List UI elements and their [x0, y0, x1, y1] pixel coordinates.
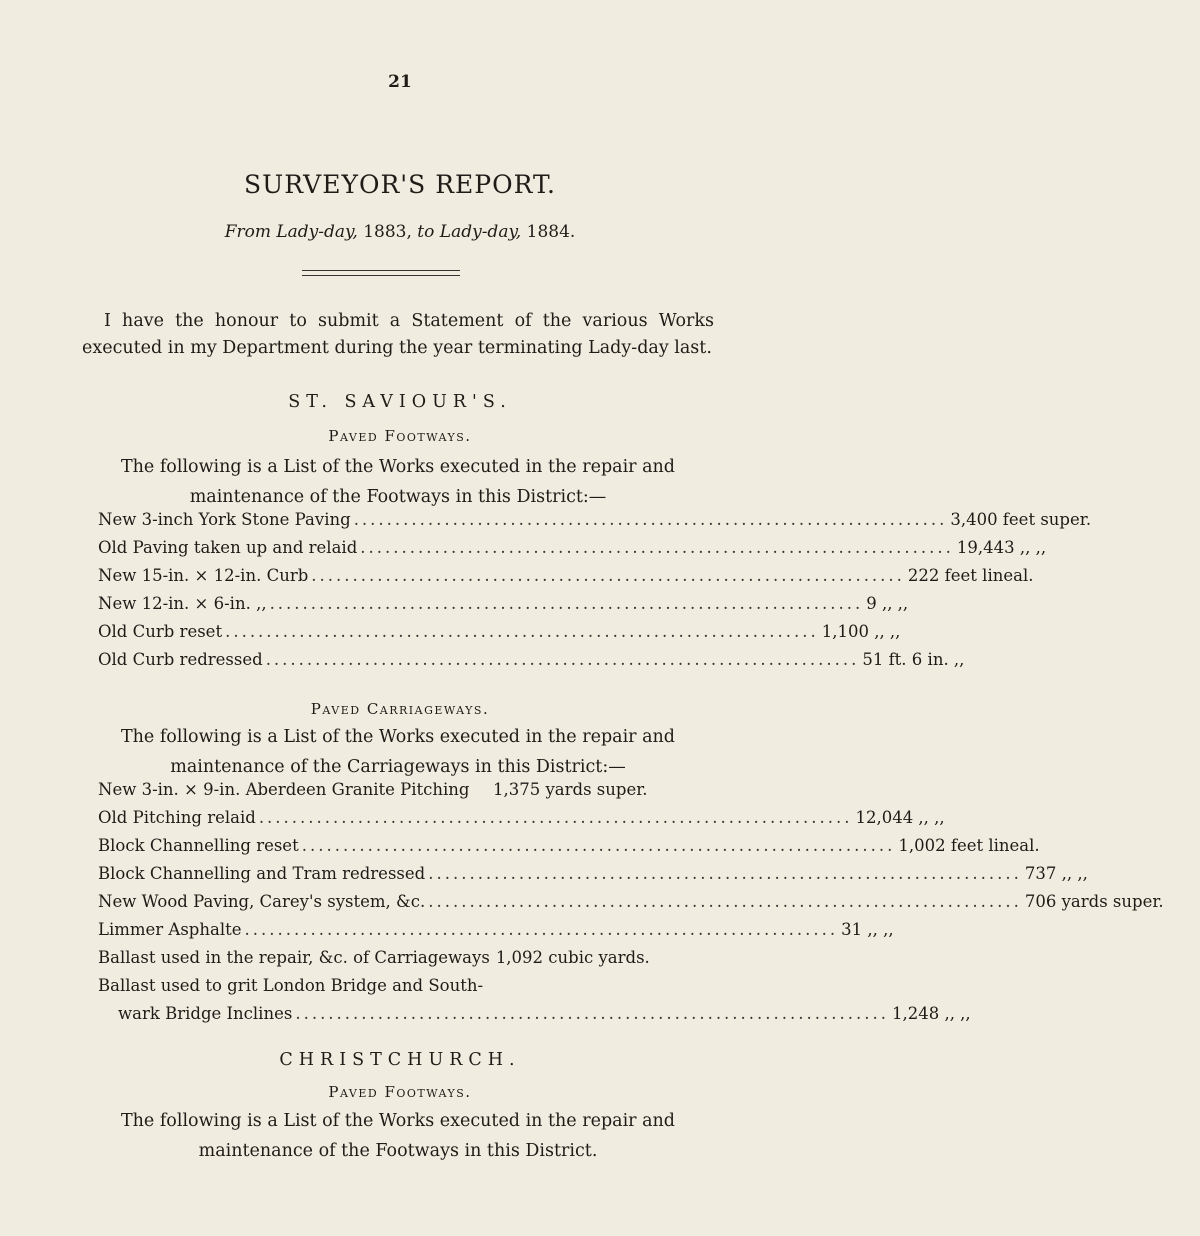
item-label: New 15-in. × 12-in. Curb: [98, 566, 309, 585]
table-row: [118, 1004, 971, 1030]
district-heading-st-saviours: ST. SAVIOUR'S.: [288, 392, 512, 412]
item-quantity: 706 yards super.: [1024, 892, 1164, 911]
subtitle-to-day: Lady-day,: [439, 222, 522, 242]
item-quantity: 1,092 cubic yards.: [495, 948, 650, 967]
leader-dots: ........................................................................: [225, 622, 819, 641]
table-row: [98, 594, 909, 620]
item-label: Block Channelling reset: [98, 836, 299, 855]
table-row: [98, 976, 668, 1002]
item-label: Old Curb redressed: [98, 650, 263, 669]
double-rule-divider: [302, 270, 460, 276]
table-row: [98, 780, 668, 806]
subtitle-from-year: 1883,: [363, 222, 412, 242]
leader-dots: ........................................................................: [353, 510, 948, 529]
table-row: [98, 538, 1047, 564]
item-label: Old Pitching relaid: [98, 808, 256, 827]
carriageways-lead-paragraph: The following is a List of the Works executed in the repair and maintenance of the Carriageways in this District:—: [120, 727, 676, 777]
report-title: SURVEYOR'S REPORT.: [244, 170, 556, 199]
page-number: 21: [388, 72, 412, 92]
item-label: Ballast used in the repair, &c. of Carriageways: [98, 948, 490, 967]
table-row: [98, 864, 1088, 890]
item-quantity: 31 ,, ,,: [841, 920, 894, 939]
leader-dots: ........................................................................: [269, 594, 864, 613]
item-label: Ballast used to grit London Bridge and South-: [98, 976, 484, 995]
item-quantity: 9 ,, ,,: [866, 594, 909, 613]
item-label: Limmer Asphalte: [98, 920, 242, 939]
subtitle-to-year: 1884.: [526, 222, 576, 242]
table-row: [98, 650, 965, 676]
item-label: New 3-in. × 9-in. Aberdeen Granite Pitching: [98, 780, 470, 799]
leader-dots: ........................................................................: [295, 1004, 889, 1023]
item-label: wark Bridge Inclines: [118, 1004, 293, 1023]
item-quantity: 1,100 ,, ,,: [821, 622, 901, 641]
item-label: Old Paving taken up and relaid: [98, 538, 358, 557]
leader-dots: ........................................................................: [360, 538, 954, 557]
table-row: [98, 892, 1164, 918]
table-row: [98, 808, 945, 834]
item-quantity: 3,400 feet super.: [950, 510, 1092, 529]
item-label: New 3-inch York Stone Paving: [98, 510, 351, 529]
report-subtitle: [0, 222, 800, 242]
table-row: [98, 622, 901, 648]
item-quantity: 1,002 feet lineal.: [898, 836, 1040, 855]
leader-dots: ........................................................................: [311, 566, 905, 585]
table-row: [98, 948, 668, 974]
subtitle-from: From: [224, 222, 271, 242]
table-row: [98, 566, 1034, 592]
item-quantity: 1,248 ,, ,,: [891, 1004, 971, 1023]
item-label: Old Curb reset: [98, 622, 223, 641]
item-quantity: 737 ,, ,,: [1024, 864, 1088, 883]
district-heading-christchurch: CHRISTCHURCH.: [279, 1050, 521, 1070]
item-quantity: 1,375 yards super.: [493, 780, 648, 799]
item-quantity: 222 feet lineal.: [907, 566, 1034, 585]
item-label: New 12-in. × 6-in. ,,: [98, 594, 267, 613]
leader-dots: ........................................................................: [428, 892, 1022, 911]
leader-dots: ........................................................................: [428, 864, 1022, 883]
leader-dots: ........................................................................: [265, 650, 860, 669]
section-heading-carriageways: Paved Carriageways.: [310, 700, 490, 718]
section-heading-christchurch-footways: Paved Footways.: [328, 1083, 472, 1101]
subtitle-to: to: [417, 222, 435, 242]
item-label: Block Channelling and Tram redressed: [98, 864, 426, 883]
leader-dots: ........................................................................: [258, 808, 853, 827]
christchurch-footways-lead-paragraph: The following is a List of the Works executed in the repair and maintenance of the Footways in this District.: [120, 1111, 676, 1161]
section-heading-footways: Paved Footways.: [328, 427, 472, 445]
leader-dots: ........................................................................: [301, 836, 896, 855]
item-quantity: 51 ft. 6 in. ,,: [862, 650, 965, 669]
table-row: [98, 836, 1040, 862]
item-quantity: 19,443 ,, ,,: [956, 538, 1047, 557]
intro-paragraph: I have the honour to submit a Statement of the various Works executed in my Department during the year terminating Lady-day last.: [82, 311, 714, 358]
item-label: New Wood Paving, Carey's system, &c.: [98, 892, 426, 911]
subtitle-from-day: Lady-day,: [276, 222, 358, 242]
table-row: [98, 920, 894, 946]
item-quantity: 12,044 ,, ,,: [855, 808, 945, 827]
table-row: [98, 510, 1092, 536]
leader-dots: ........................................................................: [244, 920, 839, 939]
footways-lead-paragraph: The following is a List of the Works executed in the repair and maintenance of the Footways in this District:—: [120, 457, 676, 507]
